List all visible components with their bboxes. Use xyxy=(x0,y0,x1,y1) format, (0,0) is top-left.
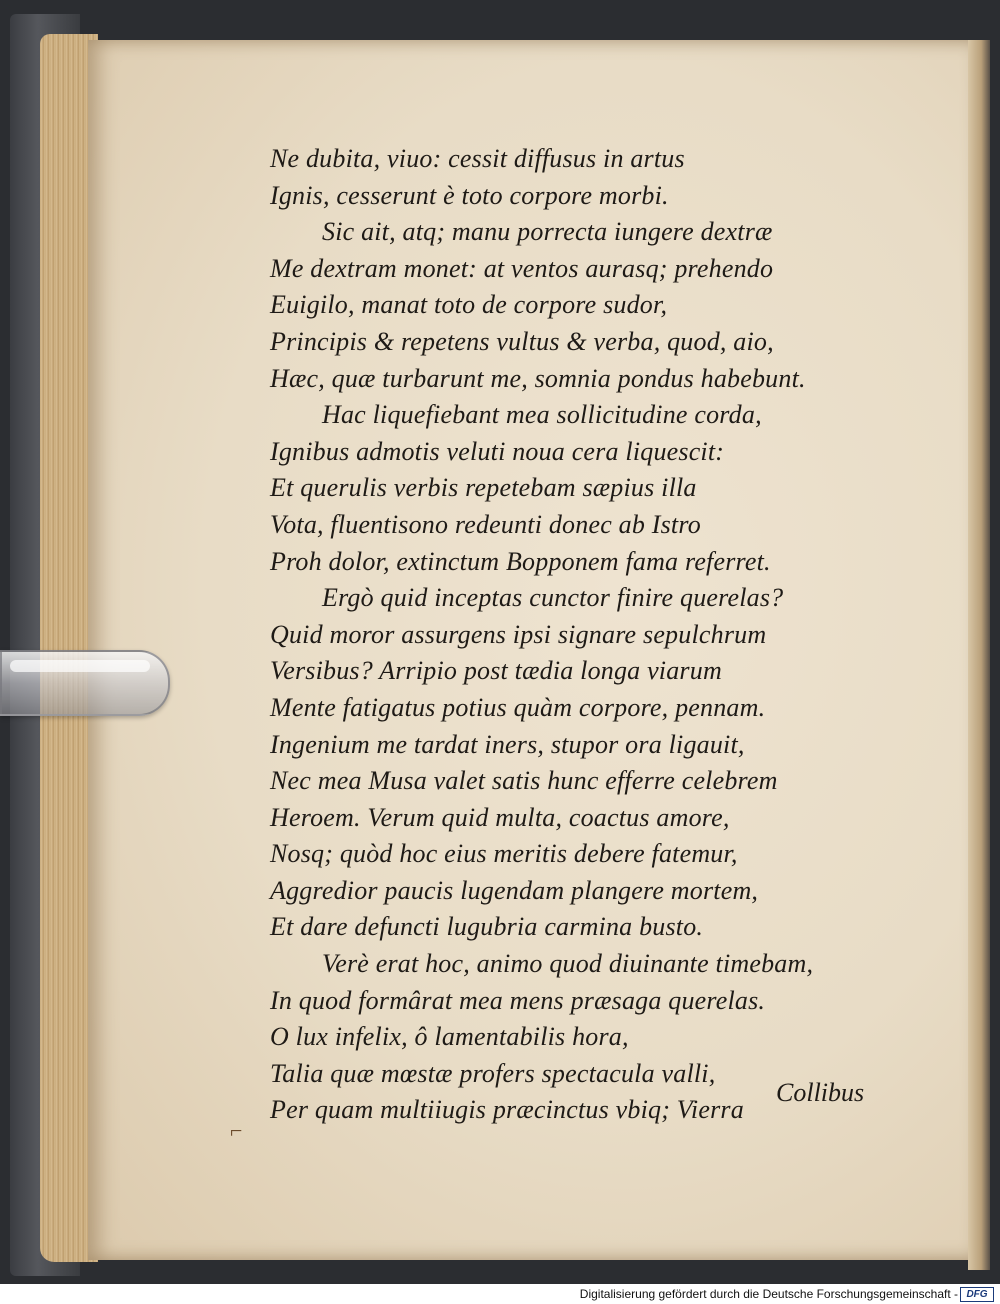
dfg-logo: DFG xyxy=(960,1287,994,1302)
poem-line: Et dare defuncti lugubria carmina busto. xyxy=(270,912,704,942)
poem-line: Hac liquefiebant mea sollicitudine corda, xyxy=(322,400,762,430)
funding-credit: Digitalisierung gefördert durch die Deutsche Forschungsgemeinschaft - xyxy=(579,1287,958,1301)
poem-line: Ignis, cesserunt è toto corpore morbi. xyxy=(270,180,669,210)
poem-line: Quid moror assurgens ipsi signare sepulchrum xyxy=(270,619,767,649)
poem-line: Ergò quid inceptas cunctor finire querelas? xyxy=(322,583,784,613)
footer-bar xyxy=(0,1284,1000,1304)
poem-line: Talia quæ mœstæ profers spectacula valli, xyxy=(270,1058,716,1088)
poem-line: Ne dubita, viuo: cessit diffusus in artus xyxy=(270,144,685,173)
poem-line: Nosq; quòd hoc eius meritis debere fatemur, xyxy=(270,839,738,869)
poem-line: Et querulis verbis repetebam sæpius illa xyxy=(270,473,697,503)
poem-line: Aggredior paucis lugendam plangere mortem, xyxy=(270,875,759,905)
poem-line: Sic ait, atq; manu porrecta iungere dextræ xyxy=(322,217,773,247)
poem-line: Mente fatigatus potius quàm corpore, pennam. xyxy=(270,692,766,722)
ink-mark: ⌐ xyxy=(230,1118,243,1143)
poem-line: Nec mea Musa valet satis hunc efferre celebrem xyxy=(270,766,778,796)
poem-line: Vota, fluentisono redeunti donec ab Istro xyxy=(270,509,701,539)
poem-line: Me dextram monet: at ventos aurasq; prehendo xyxy=(270,253,774,283)
poem-line: Ignibus admotis veluti noua cera liquescit: xyxy=(270,436,725,466)
poem-line: Heroem. Verum quid multa, coactus amore, xyxy=(270,802,730,832)
poem-line: Euigilo, manat toto de corpore sudor, xyxy=(270,290,668,320)
plastic-clip-bookmark xyxy=(0,650,170,716)
poem-text-block xyxy=(270,141,890,1129)
catchword: Collibus xyxy=(776,1078,865,1107)
poem-line: Principis & repetens vultus & verba, quod, aio, xyxy=(270,326,774,356)
book-gutter xyxy=(968,40,990,1270)
poem-line: In quod formârat mea mens præsaga querelas. xyxy=(270,985,766,1015)
poem-line: Hæc, quæ turbarunt me, somnia pondus habebunt. xyxy=(270,363,806,393)
poem-line: Verè erat hoc, animo quod diuinante timebam, xyxy=(322,949,814,979)
poem-line: Versibus? Arripio post tædia longa viarum xyxy=(270,656,722,686)
poem-line: O lux infelix, ô lamentabilis hora, xyxy=(270,1022,629,1052)
poem-line: Per quam multiiugis præcinctus vbiq; Vierra xyxy=(270,1095,744,1125)
poem-line: Ingenium me tardat iners, stupor ora ligauit, xyxy=(270,729,745,759)
poem-line: Proh dolor, extinctum Bopponem fama referret. xyxy=(270,546,771,576)
